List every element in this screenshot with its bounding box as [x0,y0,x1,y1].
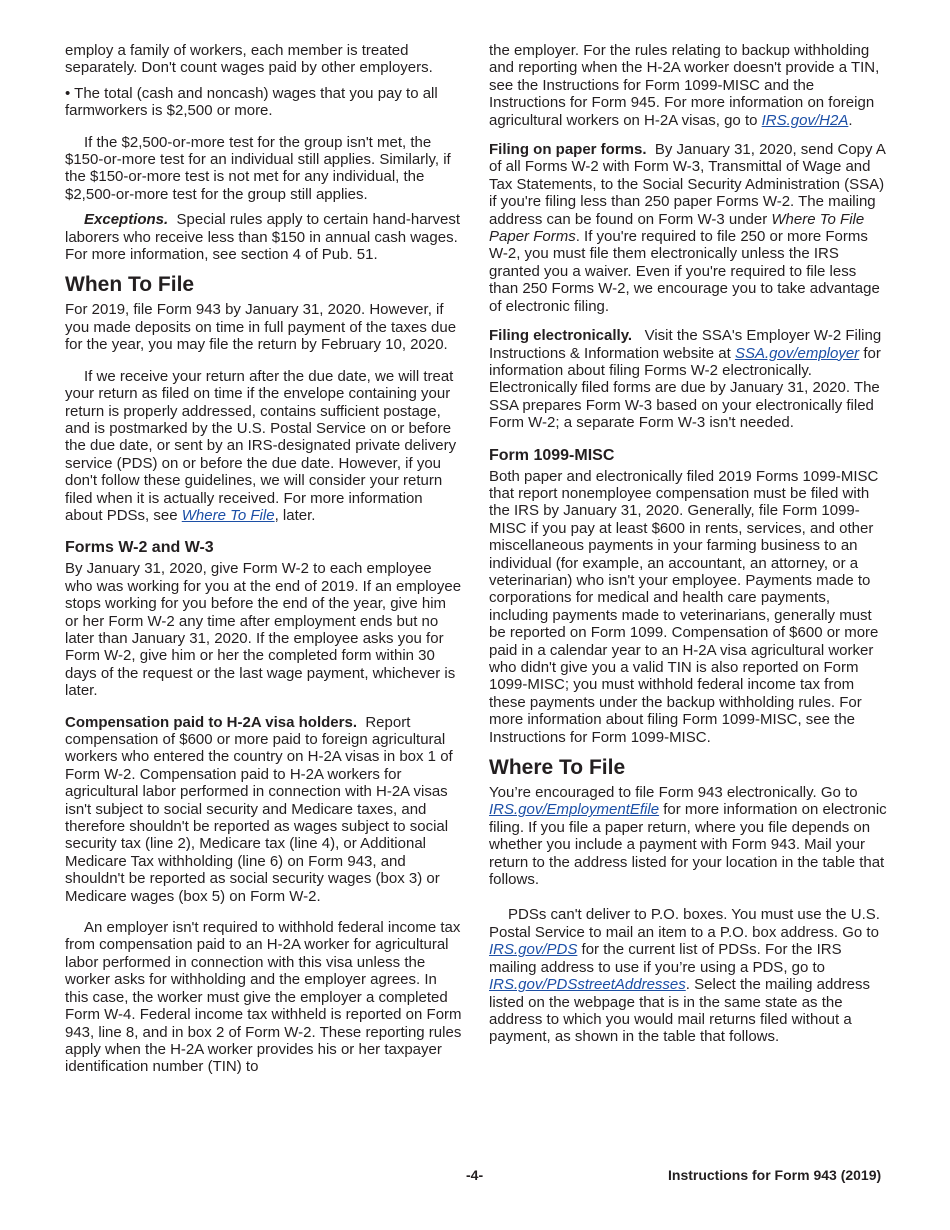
bullet-icon: • [65,84,71,102]
irs-pds-link[interactable]: IRS.gov/PDS [489,941,578,959]
footer-title: Instructions for Form 943 (2019) [668,1167,882,1183]
paragraph-pds: PDSs can't deliver to P.O. boxes. You must use the U.S. Postal Service to mail an item to a P.O. box address. Go to IRS.gov/PDS for the current list of PDSs. For the IRS mailing address to use if you’re using a PDS, go to IRS.gov/PDSstreetAddresses. Select the mailing address listed on the webpage that is in the same state as the address to which you would mail returns filed without a payment, as shown in the table that follows. [489,906,880,1046]
right-column [489,42,887,1054]
heading-where-to-file: Where To File [489,756,626,780]
h2a-lead: Compensation paid to H-2A visa holders. [65,713,357,731]
paragraph-exceptions [65,211,463,263]
bullet-text: The total (cash and noncash) wages that you pay to all farmworkers is $2,500 or more. [65,84,438,120]
paragraph-tests: If the $2,500-or-more test for the group isn't met, the $150-or-more test for an individual still applies. Similarly, if the $150-or-more test is not met for any individual, the $2,500-or-more test for the group still applies. [65,133,451,203]
paragraph-forms-w2: By January 31, 2020, give Form W-2 to each employee who was working for you at the end of 2019. If an employee stops working for you before the end of the year, give him or her Form W-2 any time after employment ends but no later than January 31, 2020. If the employee asks you for Form W-2, give him or her the completed form within 30 days of the request or the last wage payment, whichever is later. [65,560,462,700]
heading-form-1099-misc: Form 1099-MISC [489,446,615,464]
filing-electronically-lead: Filing electronically. [489,327,633,345]
irs-h2a-link[interactable]: IRS.gov/H2A [761,111,849,129]
left-column [65,42,463,1084]
paragraph-backup-withholding: the employer. For the rules relating to backup withholding and reporting when the H-2A worker doesn't provide a TIN, see the Instructions for Form 1099-MISC and the Instructions for Form 945. For more information on foreign agricultural workers on H-2A visas, go to IRS.gov/H2A. [489,42,880,129]
paragraph-filing-electronically: Filing electronically. Visit the SSA's Employer W-2 Filing Instructions & Information website at SSA.gov/employer for information about filing Forms W-2 electronically. Electronically filed forms are due by January 31, 2020. The SSA prepares Form W-3 based on your electronically filed Form W-2; a separate Form W-3 isn't needed. [489,327,882,432]
exceptions-text: Special rules apply to certain hand-harvest laborers who receive less than $150 in annual cash wages. For more information, see section 4 of Pub. 51. [65,211,461,264]
paragraph-when-to-file: For 2019, file Form 943 by January 31, 2020. However, if you made deposits on time in full payment of the taxes due for the year, you may file the return by February 10, 2020. [65,301,457,354]
page-number: -4- [466,1167,484,1183]
paragraph-1099-misc: Both paper and electronically filed 2019 Forms 1099-MISC that report nonemployee compensation must be filed with the IRS by January 31, 2020. Generally, file Form 1099-MISC if you pay at least $600 in rents, services, and other miscellaneous payments in your farming business to an individual (for example, an accountant, an attorney, or a veterinarian) who isn't your employee. Payments made to corporations for medical and health care payments, including payments made to veterinarians, generally must be reported on Form 1099. Compensation of $600 or more paid in a calendar year to an H-2A visa agricultural worker who didn't give you a valid TIN is also reported on Form 1099-MISC; you must withhold federal income tax from these payments under the backup withholding rules. For more information about filing Form 1099-MISC, see the Instructions for Form 1099-MISC. [489,467,879,746]
bullet-item [65,85,463,120]
filing-paper-lead: Filing on paper forms. [489,141,647,159]
paragraph-h2a-withholding: An employer isn't required to withhold federal income tax from compensation paid to an H-2A worker for agricultural labor performed in connection with this visa unless the worker asks for withholding and the employer agrees. In this case, the worker must give the employer a completed Form W-4. Federal income tax withheld is reported on Form 943, line 8, and in box 2 of Form W-2. These reporting rules apply when the H-2A worker provides his or her taxpayer identification number (TIN) to [65,919,462,1076]
pds-street-addresses-link[interactable]: IRS.gov/PDSstreetAddresses [489,976,686,994]
heading-when-to-file: When To File [65,273,195,297]
employment-efile-link[interactable]: IRS.gov/EmploymentEfile [489,801,660,819]
paragraph-where-to-file: You’re encouraged to file Form 943 electronically. Go to IRS.gov/EmploymentEfile for more information on electronic filing. If you file a paper return, where you file depends on whether you include a payment with Form 943. Mail your return to the address listed for your location in the table that follows. [489,784,887,889]
ssa-employer-link[interactable]: SSA.gov/employer [734,344,860,362]
heading-forms-w2-w3: Forms W-2 and W-3 [65,539,214,557]
paragraph-due-date: If we receive your return after the due date, we will treat your return as filed on time if the envelope containing your return is properly addressed, contains sufficient postage, and is postmarked by the U.S. Postal Service on or before the due date, or sent by an IRS-designated private delivery service (PDS) on or before the due date. However, if you don't follow these guidelines, we will consider your return filed when it is actually received. For more information about PDSs, see Where To File, later. [65,367,457,524]
where-to-file-link[interactable]: Where To File [181,506,275,524]
paragraph-h2a: Compensation paid to H-2A visa holders. Report compensation of $600 or more paid to foreign agricultural workers who entered the country on H-2A visas in box 1 of Form W-2. Compensation paid to H-2A workers for agricultural labor performed in connection with H-2A visas isn't subject to social security and Medicare taxes, and therefore shouldn't be reported as wages subject to social security tax (line 2), Medicare tax (line 4), or Additional Medicare Tax withholding (line 6) on Form 943, and shouldn't be reported as social security wages (box 3) or Medicare wages (box 5) on Form W-2. [65,713,453,905]
paragraph-family-workers: employ a family of workers, each member is treated separately. Don't count wages paid by other employers. [65,42,433,77]
exceptions-lead: Exceptions. [84,211,169,229]
paragraph-filing-paper: Filing on paper forms. By January 31, 2020, send Copy A of all Forms W-2 with Form W-3, Transmittal of Wage and Tax Statements, to the Social Security Administration (SSA) if you're filing less than 250 paper Forms W-2. The mailing address can be found on Form W-3 under Where To File Paper Forms. If you're required to file 250 or more Forms W-2, you must file them electronically unless the IRS granted you a waiver. Even if you're required to file less than 250 Forms W-2, we encourage you to take advantage of electronic filing. [489,141,886,315]
